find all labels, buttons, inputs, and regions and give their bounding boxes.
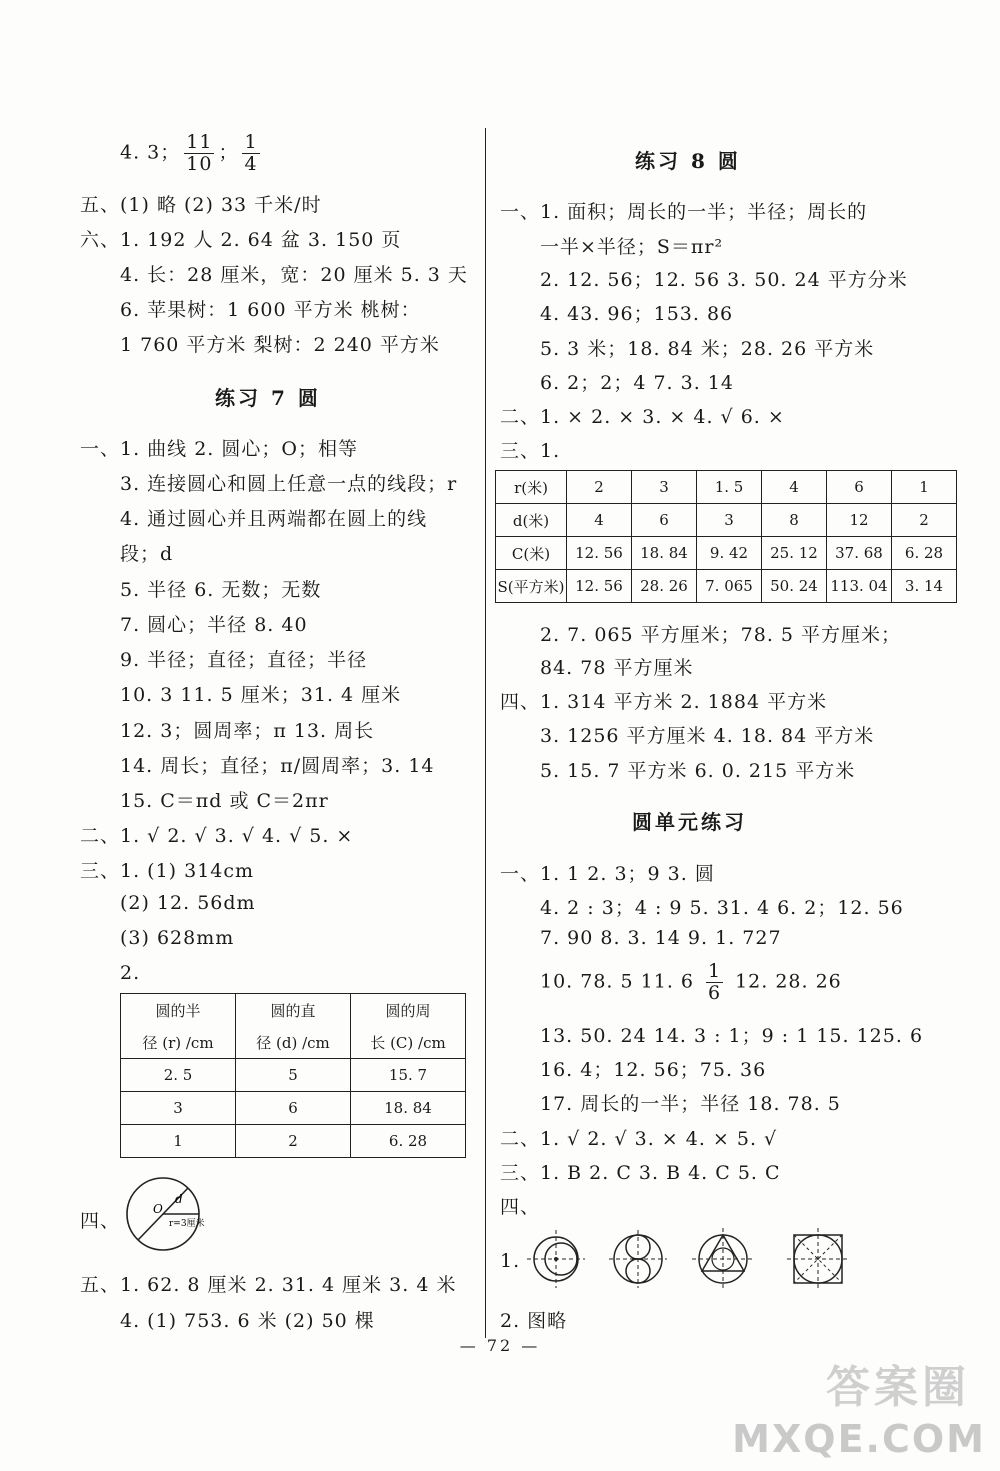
table-cell: 3	[697, 504, 762, 537]
answer-line: 二、1. √ 2. √ 3. × 4. × 5. √	[500, 1128, 778, 1150]
answer-text: 4. 3；	[120, 141, 181, 164]
answer-line: 4. 43. 96；153. 86	[540, 303, 734, 325]
answer-line: 一、1. 1 2. 3；9 3. 圆	[500, 863, 715, 885]
table-row-label: d(米)	[496, 504, 567, 537]
table-cell: 2	[892, 504, 957, 537]
table-cell: 2	[567, 471, 632, 504]
table-header-cell: 长 (C) /cm	[351, 1026, 466, 1059]
answer-line: 13. 50. 24 14. 3 : 1；9 : 1 15. 125. 6	[540, 1025, 924, 1047]
answer-line: 一半×半径；S＝πr²	[540, 236, 724, 258]
table-cell: 2	[236, 1125, 351, 1158]
watermark-logo: 答案圈	[826, 1362, 970, 1413]
table-cell: 25. 12	[762, 537, 827, 570]
answer-text: 10. 78. 5 11. 6	[540, 970, 694, 993]
answer-line: 2. 12. 56；12. 56 3. 50. 24 平方分米	[540, 269, 908, 291]
table-header-cell: 径 (r) /cm	[121, 1026, 236, 1059]
answer-line: 五、1. 62. 8 厘米 2. 31. 4 厘米 3. 4 米	[80, 1274, 457, 1296]
table-cell: 4	[762, 471, 827, 504]
answer-line: 1.	[500, 1250, 521, 1272]
answer-line: 1 760 平方米 梨树：2 240 平方米	[120, 334, 440, 356]
table-cell: 3	[632, 471, 697, 504]
answer-line: 四、	[80, 1210, 121, 1232]
section-heading: 练习 8 圆	[635, 149, 741, 173]
answer-line: 2.	[120, 962, 141, 984]
table-cell: 1. 5	[697, 471, 762, 504]
answer-line: 7. 90 8. 3. 14 9. 1. 727	[540, 927, 782, 949]
figure-concentric-circles-icon	[525, 1228, 587, 1290]
answer-line: 二、1. × 2. × 3. × 4. √ 6. ×	[500, 406, 785, 428]
answer-line	[540, 961, 842, 1004]
table-cell: 37. 68	[827, 537, 892, 570]
table-cell: 1	[121, 1125, 236, 1158]
table-cell: 3. 14	[892, 570, 957, 603]
table-row	[121, 1125, 466, 1158]
table-cell: 12. 56	[567, 570, 632, 603]
table-row-label: C(米)	[496, 537, 567, 570]
answer-line: 一、1. 曲线 2. 圆心；O；相等	[80, 438, 358, 460]
table-cell: 4	[567, 504, 632, 537]
column-divider	[485, 128, 486, 1338]
answer-line: 15. C＝πd 或 C＝2πr	[120, 790, 329, 812]
fraction: $\frac{1}{6}$	[707, 960, 722, 1004]
table-cell: 18. 84	[351, 1092, 466, 1125]
table-cell: 7. 065	[697, 570, 762, 603]
answer-line: 2. 7. 065 平方厘米；78. 5 平方厘米；	[540, 624, 902, 646]
answer-line: 4. 2 : 3；4 : 9 5. 31. 4 6. 2；12. 56	[540, 897, 904, 919]
table-row	[121, 1026, 466, 1059]
answer-line: 3. 连接圆心和圆上任意一点的线段；r	[120, 473, 458, 495]
answer-line: 84. 78 平方厘米	[540, 657, 694, 679]
answer-line: 三、1. (1) 314cm	[80, 860, 255, 882]
table-cell: 1	[892, 471, 957, 504]
answer-line: 一、1. 面积；周长的一半；半径；周长的	[500, 201, 868, 223]
answer-line: 6. 2；2；4 7. 3. 14	[540, 372, 734, 394]
answer-line: (2) 12. 56dm	[120, 892, 256, 914]
circle-data-table	[495, 470, 957, 603]
answer-line: 四、1. 314 平方米 2. 1884 平方米	[500, 691, 828, 713]
answer-line: 5. 3 米；18. 84 米；28. 26 平方米	[540, 338, 875, 360]
answer-text: 12. 28. 26	[735, 970, 842, 993]
fraction: $\frac{1}{4}$	[244, 131, 258, 175]
table-cell: 6	[827, 471, 892, 504]
radius-label: r=3厘米	[169, 1219, 205, 1229]
fraction: $\frac{11}{10}$	[186, 131, 213, 175]
table-header-cell: 圆的周	[351, 994, 466, 1027]
answer-line: 4. 通过圆心并且两端都在圆上的线	[120, 508, 428, 530]
answer-line: 段；d	[120, 543, 174, 565]
table-row-label: r(米)	[496, 471, 567, 504]
table-row	[496, 537, 957, 570]
watermark: MXQE.COM	[732, 1417, 986, 1461]
answer-line: 12. 3；圆周率；π 13. 周长	[120, 720, 375, 742]
table-row	[121, 1092, 466, 1125]
answer-line: 5. 15. 7 平方米 6. 0. 215 平方米	[540, 760, 856, 782]
answer-line: 三、1.	[500, 440, 561, 462]
answer-line: 五、(1) 略 (2) 33 千米/时	[80, 194, 322, 216]
table-cell: 6. 28	[892, 537, 957, 570]
answer-line: 4. (1) 753. 6 米 (2) 50 棵	[120, 1310, 375, 1332]
answer-line: 四、	[500, 1196, 541, 1218]
answer-line: 17. 周长的一半；半径 18. 78. 5	[540, 1093, 841, 1115]
figure-square-circle-icon	[785, 1226, 851, 1292]
circle-diagram	[117, 1173, 227, 1257]
table-row	[496, 570, 957, 603]
table-cell: 9. 42	[697, 537, 762, 570]
table-cell: 6	[236, 1092, 351, 1125]
table-cell: 18. 84	[632, 537, 697, 570]
figure-yin-yang-icon	[607, 1228, 669, 1290]
answer-line: 14. 周长；直径；π/圆周率；3. 14	[120, 755, 435, 777]
table-cell: 6. 28	[351, 1125, 466, 1158]
answer-line: 三、1. B 2. C 3. B 4. C 5. C	[500, 1162, 781, 1184]
table-cell: 12. 56	[567, 537, 632, 570]
answer-line: (3) 628mm	[120, 927, 235, 949]
radius-table	[120, 993, 466, 1158]
answer-line: 16. 4；12. 56；75. 36	[540, 1059, 767, 1081]
answer-line: 4. 3； $\frac{11}{10}$ ； $\frac{1}{4}$	[120, 131, 258, 175]
answer-line: 7. 圆心；半径 8. 40	[120, 614, 308, 636]
figure-triangle-in-circle-icon	[690, 1226, 756, 1292]
table-cell: 12	[827, 504, 892, 537]
answer-line: 六、1. 192 人 2. 64 盆 3. 150 页	[80, 229, 402, 251]
table-row	[121, 994, 466, 1027]
answer-line: 10. 3 11. 5 厘米；31. 4 厘米	[120, 684, 402, 706]
answer-line: 9. 半径；直径；直径；半径	[120, 649, 368, 671]
table-row	[496, 471, 957, 504]
table-cell: 50. 24	[762, 570, 827, 603]
answer-line: 3. 1256 平方厘米 4. 18. 84 平方米	[540, 725, 875, 747]
section-heading: 圆单元练习	[632, 810, 747, 834]
table-row-label: S(平方米)	[496, 570, 567, 603]
answer-line: 二、1. √ 2. √ 3. √ 4. √ 5. ×	[80, 825, 354, 847]
table-header-cell: 圆的直	[236, 994, 351, 1027]
table-row	[121, 1059, 466, 1092]
table-cell: 3	[121, 1092, 236, 1125]
center-label: O	[153, 1202, 163, 1216]
table-cell: 5	[236, 1059, 351, 1092]
table-cell: 8	[762, 504, 827, 537]
page-number: — 72 —	[459, 1336, 541, 1355]
table-cell: 6	[632, 504, 697, 537]
section-heading: 练习 7 圆	[215, 386, 321, 410]
table-cell: 2. 5	[121, 1059, 236, 1092]
answer-line: 2. 图略	[500, 1310, 568, 1332]
table-header-cell: 径 (d) /cm	[236, 1026, 351, 1059]
table-row	[496, 504, 957, 537]
diameter-label: d	[175, 1192, 183, 1206]
answer-line: 6. 苹果树：1 600 平方米 桃树：	[120, 299, 421, 321]
answer-line: 5. 半径 6. 无数；无数	[120, 579, 322, 601]
answer-line: 4. 长：28 厘米，宽：20 厘米 5. 3 天	[120, 264, 468, 286]
table-cell: 113. 04	[827, 570, 892, 603]
table-cell: 15. 7	[351, 1059, 466, 1092]
table-cell: 28. 26	[632, 570, 697, 603]
table-header-cell: 圆的半	[121, 994, 236, 1027]
